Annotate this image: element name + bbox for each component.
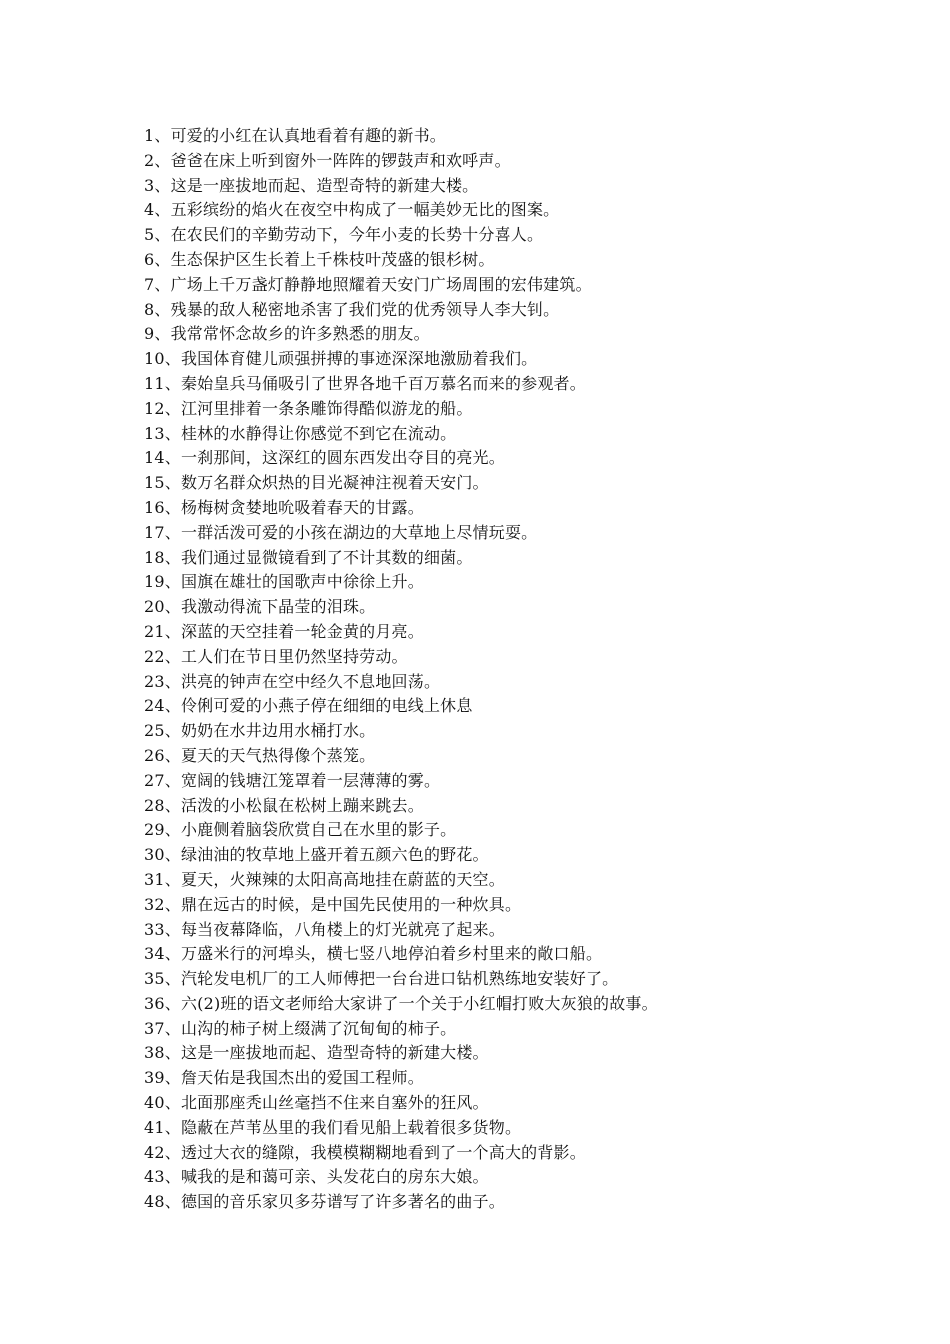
sentence-list — [144, 124, 934, 1215]
sentence-line: 37、山沟的柿子树上缀满了沉甸甸的柿子。 — [144, 1018, 457, 1038]
sentence-line: 43、喊我的是和蔼可亲、头发花白的房东大娘。 — [144, 1167, 489, 1187]
sentence-line: 39、詹天佑是我国杰出的爱国工程师。 — [144, 1068, 424, 1088]
sentence-line: 36、六(2)班的语文老师给大家讲了一个关于小红帽打败大灰狼的故事。 — [144, 993, 658, 1013]
sentence-line: 34、万盛米行的河埠头，横七竖八地停泊着乡村里来的敞口船。 — [144, 944, 603, 964]
sentence-line: 23、洪亮的钟声在空中经久不息地回荡。 — [144, 671, 441, 691]
sentence-line: 16、杨梅树贪婪地吮吸着春天的甘露。 — [144, 497, 424, 517]
sentence-line: 7、广场上千万盏灯静静地照耀着天安门广场周围的宏伟建筑。 — [144, 274, 592, 294]
sentence-line: 48、德国的音乐家贝多芬谱写了许多著名的曲子。 — [144, 1192, 505, 1212]
sentence-line: 19、国旗在雄壮的国歌声中徐徐上升。 — [144, 572, 424, 592]
sentence-line: 3、这是一座拔地而起、造型奇特的新建大楼。 — [144, 175, 479, 195]
sentence-line: 12、江河里排着一条条雕饰得酷似游龙的船。 — [144, 398, 473, 418]
sentence-line: 26、夏天的天气热得像个蒸笼。 — [144, 745, 376, 765]
sentence-line: 40、北面那座秃山丝毫挡不住来自塞外的狂风。 — [144, 1093, 489, 1113]
sentence-line: 35、汽轮发电机厂的工人师傅把一台台进口钻机熟练地安装好了。 — [144, 969, 619, 989]
sentence-line: 11、秦始皇兵马俑吸引了世界各地千百万慕名而来的参观者。 — [144, 373, 586, 393]
sentence-line: 6、生态保护区生长着上千株枝叶茂盛的银杉树。 — [144, 249, 495, 269]
sentence-line: 9、我常常怀念故乡的许多熟悉的朋友。 — [144, 324, 430, 344]
sentence-line: 22、工人们在节日里仍然坚持劳动。 — [144, 646, 408, 666]
sentence-line: 21、深蓝的天空挂着一轮金黄的月亮。 — [144, 621, 424, 641]
sentence-line: 32、鼎在远古的时候，是中国先民使用的一种炊具。 — [144, 894, 522, 914]
sentence-line: 18、我们通过显微镜看到了不计其数的细菌。 — [144, 547, 473, 567]
sentence-line: 33、每当夜幕降临，八角楼上的灯光就亮了起来。 — [144, 919, 505, 939]
sentence-line: 31、夏天，火辣辣的太阳高高地挂在蔚蓝的天空。 — [144, 869, 505, 889]
sentence-line: 5、在农民们的辛勤劳动下，今年小麦的长势十分喜人。 — [144, 225, 544, 245]
sentence-line: 20、我激动得流下晶莹的泪珠。 — [144, 597, 376, 617]
sentence-line: 30、绿油油的牧草地上盛开着五颜六色的野花。 — [144, 845, 489, 865]
sentence-line: 24、伶俐可爱的小燕子停在细细的电线上休息 — [144, 696, 473, 716]
sentence-line: 1、可爱的小红在认真地看着有趣的新书。 — [144, 126, 446, 145]
sentence-line: 17、一群活泼可爱的小孩在湖边的大草地上尽情玩耍。 — [144, 522, 538, 542]
sentence-line: 13、桂林的水静得让你感觉不到它在流动。 — [144, 423, 457, 443]
sentence-line: 42、透过大衣的缝隙，我模模糊糊地看到了一个高大的背影。 — [144, 1142, 586, 1162]
sentence-line: 10、我国体育健儿顽强拼搏的事迹深深地激励着我们。 — [144, 349, 538, 369]
sentence-line: 28、活泼的小松鼠在松树上蹦来跳去。 — [144, 795, 424, 815]
sentence-line: 8、残暴的敌人秘密地杀害了我们党的优秀领导人李大钊。 — [144, 299, 560, 319]
sentence-line: 27、宽阔的钱塘江笼罩着一层薄薄的雾。 — [144, 770, 441, 790]
sentence-line: 15、数万名群众炽热的目光凝神注视着天安门。 — [144, 473, 489, 493]
sentence-line: 4、五彩缤纷的焰火在夜空中构成了一幅美妙无比的图案。 — [144, 200, 560, 220]
sentence-line: 41、隐蔽在芦苇丛里的我们看见船上载着很多货物。 — [144, 1117, 522, 1137]
sentence-line: 29、小鹿侧着脑袋欣赏自己在水里的影子。 — [144, 820, 457, 840]
sentence-line: 2、爸爸在床上听到窗外一阵阵的锣鼓声和欢呼声。 — [144, 150, 511, 170]
sentence-line: 25、奶奶在水井边用水桶打水。 — [144, 721, 376, 741]
sentence-line: 14、一刹那间，这深红的圆东西发出夺目的亮光。 — [144, 448, 505, 468]
sentence-line: 38、这是一座拔地而起、造型奇特的新建大楼。 — [144, 1043, 489, 1063]
